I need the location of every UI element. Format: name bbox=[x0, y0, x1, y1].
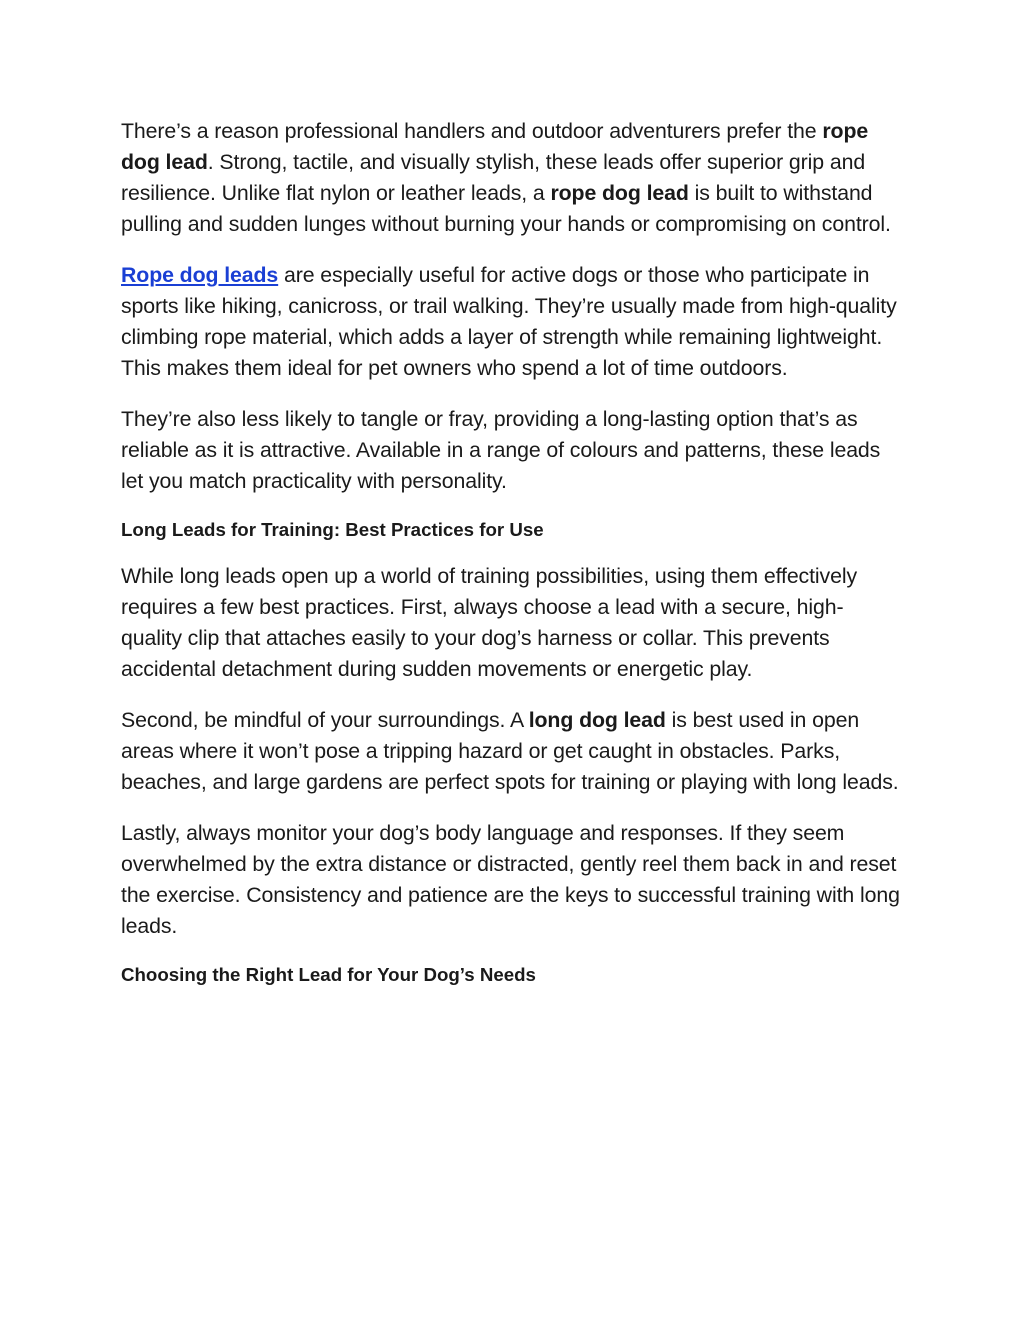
paragraph-text: is best used in open areas where it won’t pose a tripping hazard or get caught in obstacles. Parks, beaches, and large gardens are perfect spots for training or playing with long leads. bbox=[121, 708, 899, 794]
paragraph-durability: They’re also less likely to tangle or fray, providing a long-lasting option that’s as reliable as it is attractive. Available in a range of colours and patterns, these leads let you match practicality with personality. bbox=[121, 407, 881, 493]
paragraph-text: Second, be mindful of your surroundings. A bbox=[121, 708, 529, 732]
paragraph-text: are especially useful for active dogs or those who participate in sports like hiking, canicross, or trail walking. They’re usually made from high-quality climbing rope material, which adds a layer of strength while remaining lightweight. This makes them ideal for pet owners who spend a lot of time outdoors. bbox=[121, 263, 897, 380]
section-heading-long-leads: Long Leads for Training: Best Practices for Use bbox=[121, 519, 544, 540]
bold-term-rope-dog-lead: rope dog lead bbox=[121, 119, 869, 174]
bold-term-long-dog-lead: long dog lead bbox=[528, 708, 666, 732]
paragraph-intro bbox=[121, 116, 901, 240]
bold-term-rope-dog-lead: rope dog lead bbox=[550, 181, 689, 205]
paragraph-text: . Strong, tactile, and visually stylish, these leads offer superior grip and resilience. Unlike flat nylon or leather leads, a bbox=[121, 150, 866, 205]
paragraph-text: There’s a reason professional handlers and outdoor adventurers prefer the bbox=[121, 119, 823, 143]
paragraph-rope-leads bbox=[121, 260, 901, 384]
paragraph-surroundings bbox=[121, 705, 901, 798]
rope-dog-leads-link[interactable]: Rope dog leads bbox=[121, 263, 279, 287]
paragraph-best-practices: While long leads open up a world of training possibilities, using them effectively requires a few best practices. First, always choose a lead with a secure, high-quality clip that attaches easily to your dog’s harness or collar. This prevents accidental detachment during sudden movements or energetic play. bbox=[121, 564, 858, 681]
document-body bbox=[121, 116, 901, 1006]
paragraph-monitor: Lastly, always monitor your dog’s body language and responses. If they seem overwhelmed by the extra distance or distracted, gently reel them back in and reset the exercise. Consistency and patience are the keys to successful training with long leads. bbox=[121, 821, 900, 938]
section-heading-choosing-lead: Choosing the Right Lead for Your Dog’s Needs bbox=[121, 964, 536, 985]
paragraph-text: is built to withstand pulling and sudden lunges without burning your hands or compromising on control. bbox=[121, 181, 891, 236]
